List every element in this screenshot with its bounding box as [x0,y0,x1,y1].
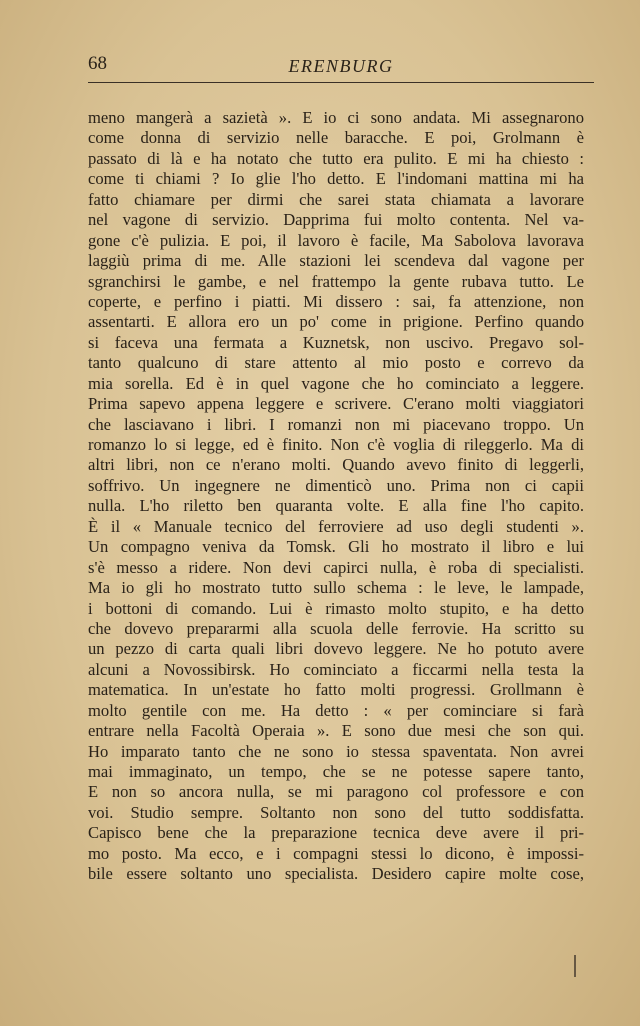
text-line: soffrivo. Un ingegnere ne dimenticò uno. Prima non ci capii [88,475,584,495]
text-line: voi. Studio sempre. Soltanto non sono del tutto soddisfatta. [88,802,584,822]
text-line: altri libri, non ce n'erano molti. Quando avevo finito di leggerli, [88,455,584,475]
text-line: laggiù prima di me. Alle stazioni lei scendeva dal vagone per [88,251,584,271]
text-line: bile essere soltanto uno specialista. Desidero capire molte cose, [88,864,584,884]
margin-mark [574,955,576,977]
text-line: Prima sapevo appena leggere e scrivere. C'erano molti viaggiatori [88,394,584,414]
text-line: fatto chiamare per dirmi che sarei stata chiamata a lavorare [88,189,584,209]
text-line: romanzo lo si legge, ed è finito. Non c'è voglia di rileggerlo. Ma di [88,435,584,454]
text-line: si faceva una fermata a Kuznetsk, non uscivo. Pregavo sol- [88,332,584,352]
text-line: matematica. In un'estate ho fatto molti progressi. Grollmann è [88,680,584,700]
running-title: ERENBURG [288,56,394,76]
text-line: gone c'è pulizia. E poi, il lavoro è facile, Ma Sabolova lavorava [88,230,584,250]
text-line: un pezzo di carta quali libri dovevo leggere. Ne ho potuto avere [88,639,584,659]
body-text [88,108,584,885]
text-line: alcuni a Novossibirsk. Ho cominciato a ficcarmi nella testa la [88,659,584,679]
text-line: sgranchirsi le gambe, e nel frattempo la gente rubava tutto. Le [88,271,584,291]
text-line: tanto qualcuno di stare attento al mio posto e correvo da [88,353,584,373]
text-line: assentarti. E allora ero un po' come in prigione. Perfino quando [88,312,584,332]
text-line: che dovevo prepararmi alla scuola delle ferrovie. Ha scritto su [88,618,584,638]
text-line: s'è messo a ridere. Non devi capirci nulla, è roba di specialisti. [88,557,584,577]
text-line: molto gentile con me. Ha detto : « per cominciare si farà [88,700,584,720]
text-line: mo posto. Ma ecco, e i compagni stessi lo dicono, è impossi- [88,843,584,863]
page-header [88,52,594,84]
text-line: Capisco bene che la preparazione tecnica deve avere il pri- [88,823,584,843]
header-rule [88,82,594,83]
text-line: mia sorella. Ed è in quel vagone che ho cominciato a leggere. [88,373,584,393]
text-line: che lasciavano i libri. I romanzi non mi piacevano troppo. Un [88,414,584,434]
text-line: entrare nella Facoltà Operaia ». E sono due mesi che son qui. [88,721,584,741]
text-line: i bottoni di comando. Lui è rimasto molto stupito, e ha detto [88,598,584,618]
text-line: mai immaginato, un tempo, che se ne potesse sapere tanto, [88,762,584,781]
text-line: meno mangerà a sazietà ». E io ci sono andata. Mi assegnarono [88,108,584,127]
text-line: nel vagone di servizio. Dapprima fui molto contenta. Nel va- [88,210,584,230]
text-line: come donna di servizio nelle baracche. E poi, Grolmann è [88,128,584,148]
text-line: Ho imparato tanto che ne sono io stessa spaventata. Non avrei [88,741,584,761]
page-number: 68 [88,53,107,74]
text-line: nulla. L'ho riletto ben quaranta volte. E alla fine l'ho capito. [88,496,584,516]
text-line: coperte, e perfino i piatti. Mi dissero : sai, fa attenzione, non [88,291,584,311]
text-line: Ma io gli ho mostrato tutto sullo schema : le leve, le lampade, [88,578,584,598]
text-line: come ti chiami ? Io glie l'ho detto. E l'indomani mattina mi ha [88,169,584,189]
text-line: È il « Manuale tecnico del ferroviere ad uso degli studenti ». [88,516,584,536]
text-line: Un compagno veniva da Tomsk. Gli ho mostrato il libro e lui [88,537,584,557]
text-line: passato di là e ha notato che tutto era pulito. E mi ha chiesto : [88,148,584,168]
text-line: E non so ancora nulla, se mi paragono col professore e con [88,782,584,802]
